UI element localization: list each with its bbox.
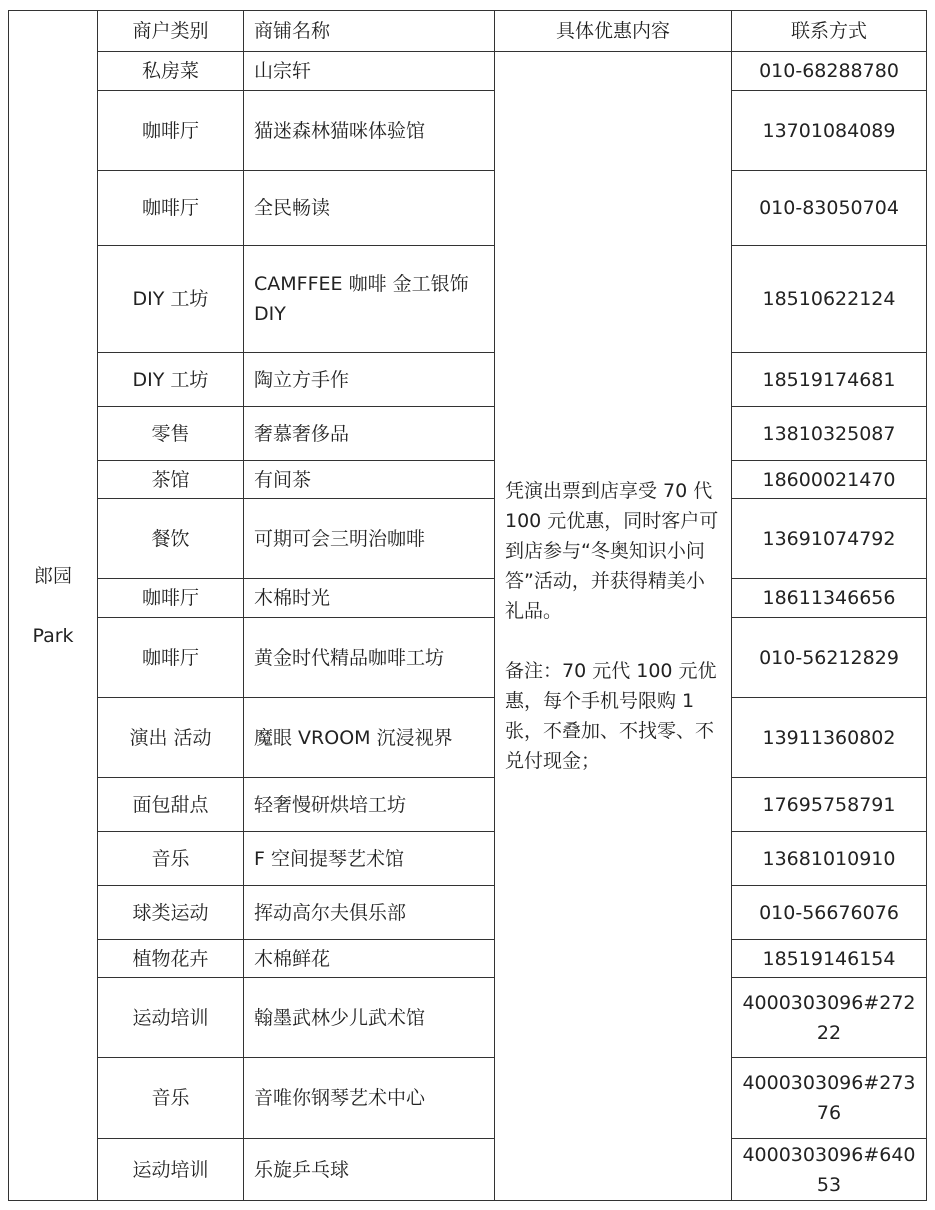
contact-cell: 18600021470: [732, 461, 927, 499]
contact-cell: 18519174681: [732, 353, 927, 407]
shop-name-cell: CAMFFEE 咖啡 金工银饰 DIY: [244, 246, 495, 353]
contact-cell: 010-68288780: [732, 52, 927, 91]
category-cell: 音乐: [98, 1058, 244, 1139]
category-cell: 咖啡厅: [98, 91, 244, 171]
shop-name-cell: 乐旋乒乓球: [244, 1139, 495, 1201]
table-row: [9, 461, 927, 499]
contact-cell: 4000303096#27222: [732, 978, 927, 1058]
category-cell: 面包甜点: [98, 778, 244, 832]
offer-note: 备注：70 元代 100 元优惠，每个手机号限购 1 张，不叠加、不找零、不兑付现金；: [505, 660, 717, 772]
contact-cell: 18519146154: [732, 940, 927, 978]
table-row: [9, 52, 927, 91]
table-row: [9, 353, 927, 407]
shop-name-cell: 山宗轩: [244, 52, 495, 91]
table-row: [9, 886, 927, 940]
contact-cell: 4000303096#27376: [732, 1058, 927, 1139]
contact-cell: 010-56676076: [732, 886, 927, 940]
shop-name-cell: 轻奢慢研烘培工坊: [244, 778, 495, 832]
shop-name-cell: 陶立方手作: [244, 353, 495, 407]
table-row: [9, 246, 927, 353]
contact-cell: 18611346656: [732, 579, 927, 618]
table-row: [9, 698, 927, 778]
contact-cell: 13701084089: [732, 91, 927, 171]
table-row: [9, 940, 927, 978]
contact-cell: 13911360802: [732, 698, 927, 778]
venue-name-en: Park: [32, 624, 74, 647]
contact-cell: 18510622124: [732, 246, 927, 353]
category-cell: 咖啡厅: [98, 618, 244, 698]
category-cell: 球类运动: [98, 886, 244, 940]
contact-cell: 010-56212829: [732, 618, 927, 698]
shop-name-cell: 奢慕奢侈品: [244, 407, 495, 461]
shop-name-cell: 木棉时光: [244, 579, 495, 618]
shop-name-cell: 黄金时代精品咖啡工坊: [244, 618, 495, 698]
contact-cell: 13810325087: [732, 407, 927, 461]
table-row: [9, 1058, 927, 1139]
header-offer: 具体优惠内容: [495, 11, 732, 52]
table-row: [9, 499, 927, 579]
shop-name-cell: 魔眼 VROOM 沉浸视界: [244, 698, 495, 778]
shop-name-cell: 可期可会三明治咖啡: [244, 499, 495, 579]
shop-name-cell: 翰墨武林少儿武术馆: [244, 978, 495, 1058]
category-cell: DIY 工坊: [98, 246, 244, 353]
table-row: [9, 407, 927, 461]
table-row: [9, 618, 927, 698]
merchant-table: [8, 10, 927, 1201]
venue-cell: [9, 11, 98, 1201]
shop-name-cell: 有间茶: [244, 461, 495, 499]
contact-cell: 13681010910: [732, 832, 927, 886]
offer-cell: [495, 52, 732, 1201]
category-cell: 餐饮: [98, 499, 244, 579]
category-cell: 植物花卉: [98, 940, 244, 978]
shop-name-cell: 全民畅读: [244, 171, 495, 246]
table-row: [9, 91, 927, 171]
category-cell: 咖啡厅: [98, 579, 244, 618]
table-row: [9, 1139, 927, 1201]
table-row: [9, 832, 927, 886]
header-row: [9, 11, 927, 52]
shop-name-cell: 音唯你钢琴艺术中心: [244, 1058, 495, 1139]
shop-name-cell: 木棉鲜花: [244, 940, 495, 978]
category-cell: 运动培训: [98, 1139, 244, 1201]
contact-cell: 17695758791: [732, 778, 927, 832]
category-cell: 茶馆: [98, 461, 244, 499]
table-row: [9, 579, 927, 618]
shop-name-cell: 挥动高尔夫俱乐部: [244, 886, 495, 940]
contact-cell: 4000303096#64053: [732, 1139, 927, 1201]
header-category: 商户类别: [98, 11, 244, 52]
header-name: 商铺名称: [244, 11, 495, 52]
category-cell: DIY 工坊: [98, 353, 244, 407]
category-cell: 零售: [98, 407, 244, 461]
offer-text: 凭演出票到店享受 70 代 100 元优惠，同时客户可到店参与“冬奥知识小问答”活动，并获得精美小礼品。: [505, 480, 719, 622]
shop-name-cell: 猫迷森林猫咪体验馆: [244, 91, 495, 171]
category-cell: 运动培训: [98, 978, 244, 1058]
category-cell: 私房菜: [98, 52, 244, 91]
table-row: [9, 778, 927, 832]
contact-cell: 010-83050704: [732, 171, 927, 246]
table-row: [9, 978, 927, 1058]
header-contact: 联系方式: [732, 11, 927, 52]
shop-name-cell: F 空间提琴艺术馆: [244, 832, 495, 886]
contact-cell: 13691074792: [732, 499, 927, 579]
table-row: [9, 171, 927, 246]
category-cell: 音乐: [98, 832, 244, 886]
category-cell: 咖啡厅: [98, 171, 244, 246]
venue-name: 郎园: [33, 564, 72, 587]
category-cell: 演出 活动: [98, 698, 244, 778]
